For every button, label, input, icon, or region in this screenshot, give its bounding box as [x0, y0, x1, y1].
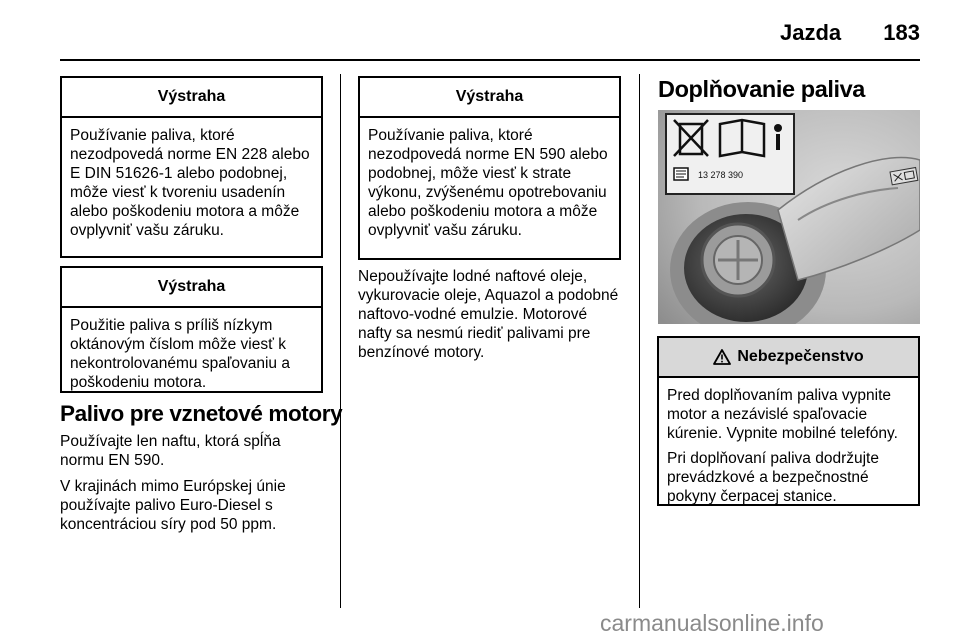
danger-box [657, 336, 920, 506]
danger-header [659, 338, 918, 378]
diesel-paragraph-1: Používajte len naftu, ktorá spĺňa normu EN 590. [60, 433, 281, 469]
warning-box-octane [60, 266, 323, 393]
warning-box-en590 [358, 76, 621, 260]
column-divider-right [639, 74, 640, 608]
header-divider [60, 59, 920, 61]
diesel-paragraph-2: V krajinách mimo Európskej únie používajte palivo Euro-Diesel s koncentráciou síry pod 50 ppm. [60, 478, 286, 533]
figure-number: 13 278 390 [698, 170, 744, 180]
diesel-text [60, 432, 322, 541]
danger-paragraph-1: Pred doplňovaním paliva vypnite motor a nezávislé spaľovacie kúrenie. Vypnite mobilné telefóny. [667, 387, 898, 442]
warning-box-fuel-norm [60, 76, 323, 258]
warning-text: Používanie paliva, ktoré nezodpovedá norme EN 590 alebo podobnej, môže viesť k strate výkonu, zvýšenému opotrebovaniu alebo poškodeniu motora a môže ovplyvniť vašu záruku. [368, 127, 608, 239]
warning-title: Výstraha [62, 268, 321, 308]
danger-title: Nebezpečenstvo [737, 348, 864, 365]
section-title: Jazda [780, 20, 842, 45]
warning-text: Použitie paliva s príliš nízkym oktánovým číslom môže viesť k nekontrolovanému spaľovaniu a poškodeniu motora. [70, 317, 290, 391]
watermark: carmanualsonline.info [600, 610, 824, 636]
diesel-heading: Palivo pre vznetové motory [60, 401, 343, 426]
danger-paragraph-2: Pri doplňovaní paliva dodržujte prevádzkové a bezpečnostné pokyny čerpacej stanice. [667, 450, 879, 505]
oil-warning-text [358, 267, 620, 369]
warning-title: Výstraha [62, 78, 321, 118]
fuel-flap-photo [658, 110, 920, 324]
oil-paragraph: Nepoužívajte lodné naftové oleje, vykurovacie oleje, Aquazol a podobné naftovo-vodné emulzie. Motorové nafty sa nesmú riediť palivami pre benzínové motory. [358, 268, 619, 361]
warning-title: Výstraha [360, 78, 619, 118]
refuelling-heading: Doplňovanie paliva [658, 76, 865, 102]
warning-text: Používanie paliva, ktoré nezodpovedá norme EN 228 alebo E DIN 51626-1 alebo podobnej, môže viesť k tvoreniu usadenín alebo poškodeniu motora a môže ovplyvniť vašu záruku. [70, 127, 310, 239]
page-number: 183 [883, 20, 920, 45]
warning-triangle-icon [713, 349, 731, 365]
column-divider-left [340, 74, 341, 608]
